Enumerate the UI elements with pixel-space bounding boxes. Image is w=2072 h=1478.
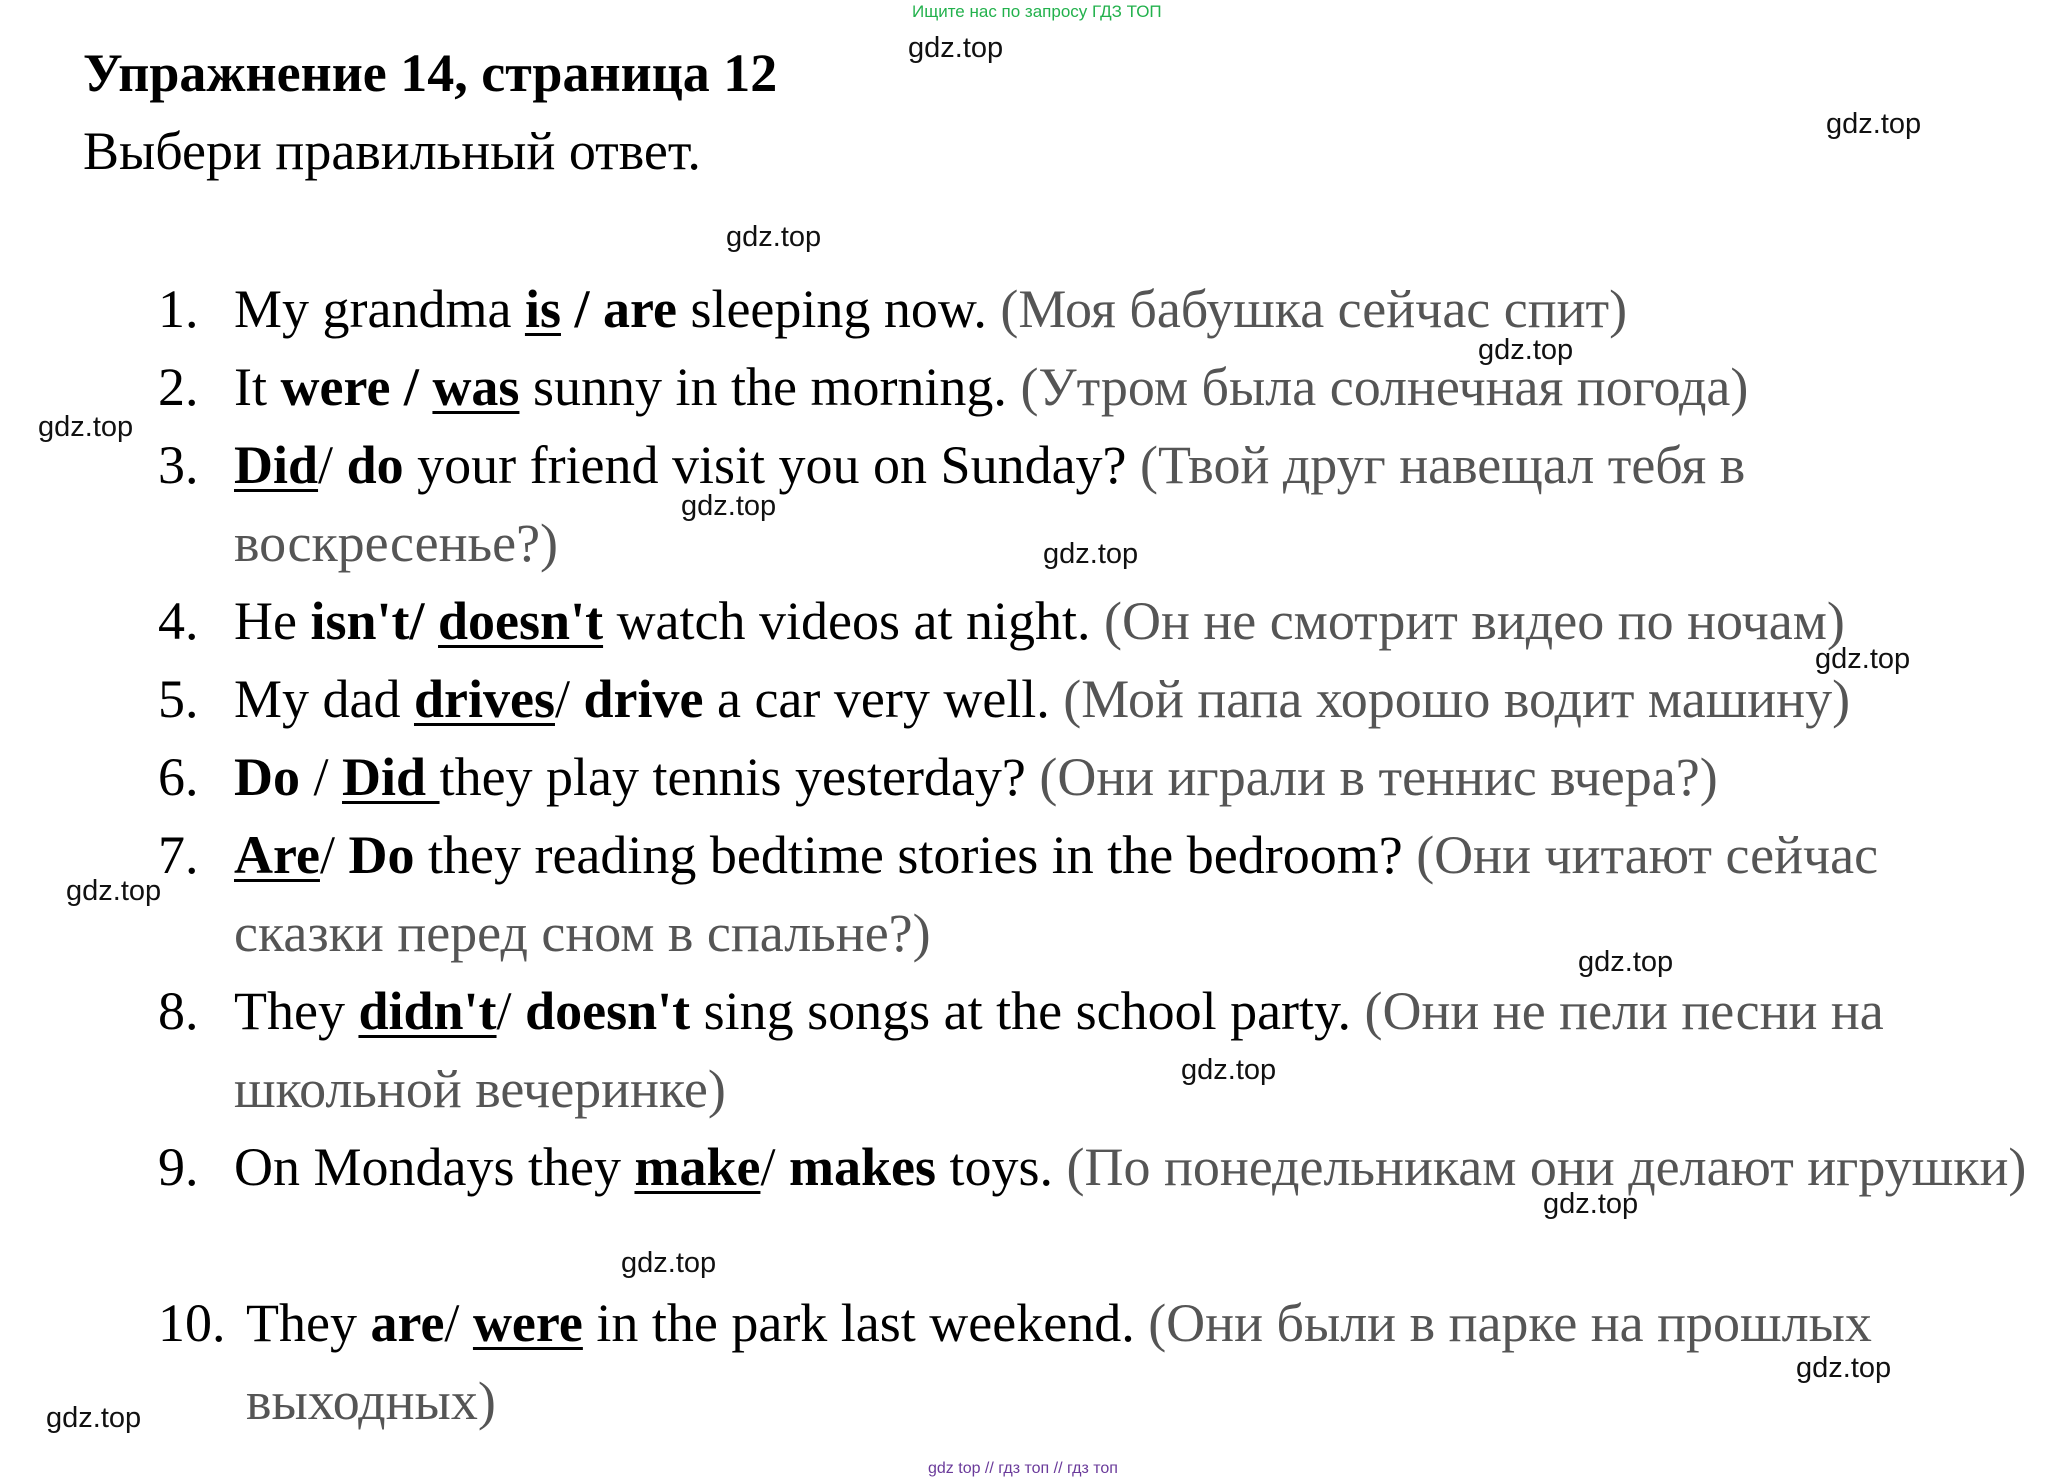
translation: (Моя бабушка сейчас спит) — [1000, 279, 1628, 339]
answer-separator: / are — [560, 279, 677, 339]
watermark: gdz.top — [1543, 1188, 1639, 1220]
translation: (Они были в парке на прошлых выходных) — [246, 1293, 1872, 1431]
watermark: gdz.top — [1815, 643, 1911, 675]
selected-answer: didn't — [358, 981, 497, 1041]
watermark: gdz.top — [1826, 108, 1922, 140]
selected-answer: make — [634, 1137, 761, 1197]
translation: (Твой друг навещал тебя в воскресенье?) — [234, 435, 1746, 573]
item-text: in the park last weekend. — [582, 1293, 1149, 1353]
selected-answer: drives — [413, 669, 555, 729]
watermark: gdz.top — [726, 221, 822, 253]
item-number: 9. — [158, 1137, 199, 1197]
bottom-banner: gdz top // гдз топ // гдз топ — [928, 1460, 1118, 1477]
alternative-answer: isn't/ — [310, 591, 439, 651]
watermark: gdz.top — [908, 32, 1004, 64]
alternative-answer: makes — [788, 1137, 936, 1197]
top-banner: Ищите нас по запросу ГДЗ ТОП — [912, 2, 1162, 21]
item-number: 10. — [158, 1293, 226, 1353]
answer-separator: / — [300, 747, 343, 807]
answer-separator: / — [496, 981, 526, 1041]
item-number: 8. — [158, 981, 199, 1041]
answer-separator: / — [760, 1137, 789, 1197]
answer-separator: / — [554, 669, 584, 729]
selected-answer: was — [432, 357, 520, 417]
item-text: He — [234, 591, 311, 651]
exercise-item-4 — [158, 582, 2038, 660]
alternative-answer: drive — [583, 669, 704, 729]
exercise-item-2 — [158, 348, 2038, 426]
alternative-answer: were / — [280, 357, 433, 417]
item-text: They — [246, 1293, 371, 1353]
watermark: gdz.top — [46, 1402, 142, 1434]
watermark: gdz.top — [38, 411, 134, 443]
selected-answer: were — [472, 1293, 583, 1353]
selected-answer: Are — [234, 825, 320, 885]
alternative-answer: Do — [348, 825, 415, 885]
selected-answer: Did — [342, 747, 440, 807]
alternative-answer: doesn't — [525, 981, 691, 1041]
selected-answer: is — [524, 279, 561, 339]
exercise-item-1 — [158, 270, 2038, 348]
answer-separator: / — [318, 435, 347, 495]
item-text: sunny in the morning. — [519, 357, 1021, 417]
watermark: gdz.top — [681, 490, 777, 522]
item-text: sleeping now. — [676, 279, 1001, 339]
item-text: your friend visit you on Sunday? — [403, 435, 1141, 495]
translation: (Мой папа хорошо водит машину) — [1063, 669, 1851, 729]
watermark: gdz.top — [1478, 334, 1574, 366]
answer-separator: / — [319, 825, 349, 885]
translation: (По понедельникам они делают игрушки) — [1066, 1137, 2027, 1197]
item-number: 4. — [158, 591, 199, 651]
page-title: Упражнение 14, страница 12 — [83, 43, 778, 103]
item-text: On Mondays they — [234, 1137, 635, 1197]
watermark: gdz.top — [1578, 946, 1674, 978]
item-number: 1. — [158, 279, 199, 339]
translation: (Утром была солнечная погода) — [1020, 357, 1749, 417]
item-text: It — [234, 357, 281, 417]
exercise-item-7 — [158, 816, 2038, 972]
watermark: gdz.top — [1796, 1352, 1892, 1384]
selected-answer: doesn't — [438, 591, 604, 651]
watermark: gdz.top — [1181, 1054, 1277, 1086]
item-text: they reading bedtime stories in the bedroom? — [414, 825, 1417, 885]
exercise-item-10 — [158, 1284, 2038, 1440]
answer-separator: / — [444, 1293, 473, 1353]
translation: (Они не пели песни на школьной вечеринке) — [234, 981, 1884, 1119]
alternative-answer: are — [370, 1293, 445, 1353]
item-text: My dad — [234, 669, 414, 729]
translation: (Они играли в теннис вчера?) — [1039, 747, 1718, 807]
exercise-item-8 — [158, 972, 2038, 1128]
exercise-item-5 — [158, 660, 2038, 738]
item-number: 5. — [158, 669, 199, 729]
item-text: a car very well. — [703, 669, 1064, 729]
watermark: gdz.top — [621, 1247, 717, 1279]
instruction-text: Выбери правильный ответ. — [83, 121, 701, 181]
translation: (Они читают сейчас сказки перед сном в спальне?) — [234, 825, 1879, 963]
item-text: toys. — [935, 1137, 1067, 1197]
item-text: They — [234, 981, 359, 1041]
item-text: they play tennis yesterday? — [439, 747, 1040, 807]
item-number: 3. — [158, 435, 199, 495]
exercise-item-9 — [158, 1128, 2038, 1206]
alternative-answer: Do — [234, 747, 300, 807]
translation: (Он не смотрит видео по ночам) — [1103, 591, 1845, 651]
exercise-item-6 — [158, 738, 2038, 816]
item-text: sing songs at the school party. — [690, 981, 1365, 1041]
watermark: gdz.top — [1043, 538, 1139, 570]
item-number: 7. — [158, 825, 199, 885]
item-number: 2. — [158, 357, 199, 417]
selected-answer: Did — [234, 435, 319, 495]
alternative-answer: do — [346, 435, 404, 495]
item-text: watch videos at night. — [603, 591, 1104, 651]
item-number: 6. — [158, 747, 199, 807]
watermark: gdz.top — [66, 875, 162, 907]
item-text: My grandma — [234, 279, 525, 339]
